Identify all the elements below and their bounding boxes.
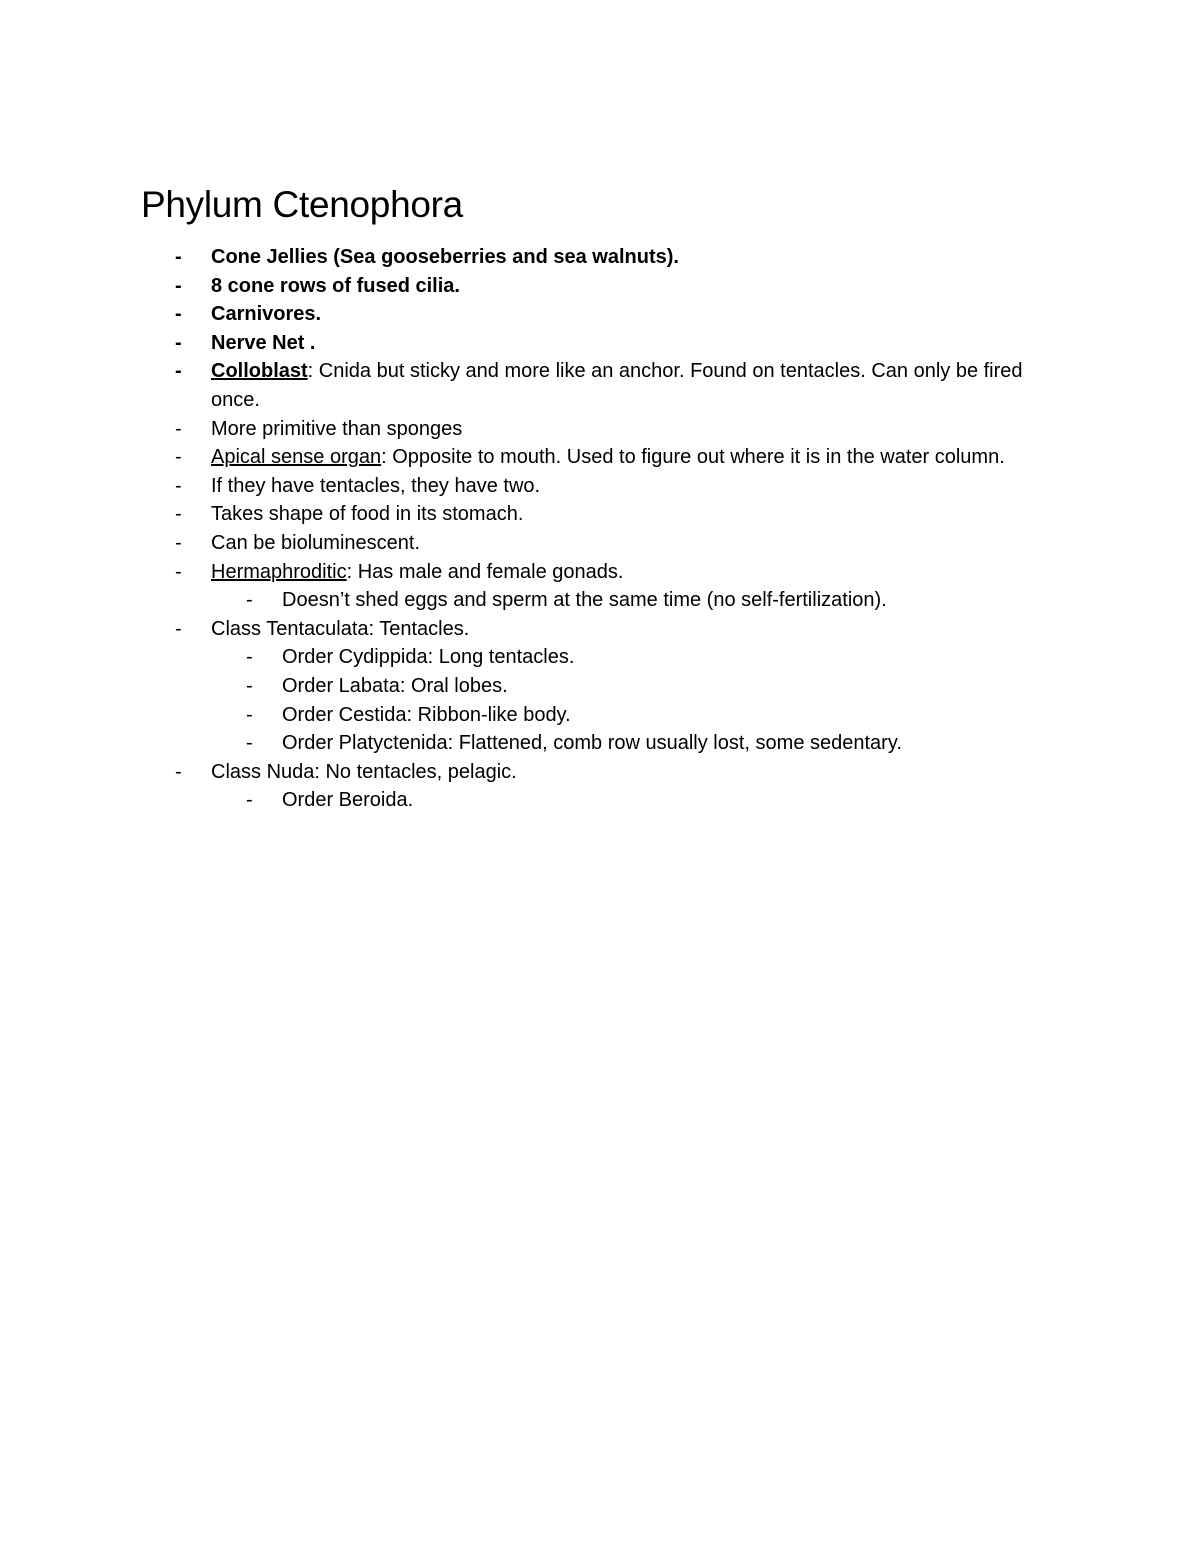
bullet-dash: - bbox=[175, 446, 182, 469]
page-title: Phylum Ctenophora bbox=[141, 184, 463, 225]
sub-list-item bbox=[246, 643, 1055, 672]
item-text: Doesn’t shed eggs and sperm at the same time (no self-fertilization). bbox=[282, 589, 887, 612]
bullet-dash: - bbox=[175, 303, 182, 326]
bullet-dash: - bbox=[175, 560, 182, 583]
item-text: : Opposite to mouth. Used to figure out where it is in the water column. bbox=[381, 446, 1005, 469]
bullet-dash: - bbox=[175, 331, 182, 354]
item-text: Carnivores. bbox=[211, 303, 322, 326]
bullet-dash: - bbox=[246, 732, 253, 755]
item-text: 8 cone rows of fused cilia. bbox=[211, 274, 460, 297]
list-item bbox=[175, 243, 1055, 272]
bullet-dash: - bbox=[175, 246, 182, 268]
list-item bbox=[175, 529, 1055, 558]
bullet-dash: - bbox=[175, 503, 182, 526]
bullet-dash: - bbox=[246, 674, 253, 697]
sub-list-item bbox=[246, 786, 1055, 815]
defined-term: Hermaphroditic bbox=[211, 560, 347, 583]
bullet-dash: - bbox=[175, 360, 182, 383]
item-text: Class Tentaculata: Tentacles. bbox=[211, 617, 470, 640]
item-text: If they have tentacles, they have two. bbox=[211, 474, 541, 497]
item-text: Nerve Net . bbox=[211, 331, 316, 354]
bullet-dash: - bbox=[175, 417, 182, 440]
bullet-dash: - bbox=[246, 789, 253, 812]
sub-list-item bbox=[246, 729, 1055, 758]
bullet-dash: - bbox=[175, 617, 182, 640]
item-text: More primitive than sponges bbox=[211, 417, 463, 440]
list-item bbox=[175, 615, 1055, 644]
item-text: Order Platyctenida: Flattened, comb row usually lost, some sedentary. bbox=[282, 732, 902, 755]
list-item bbox=[175, 415, 1055, 444]
sub-list-item bbox=[246, 586, 1055, 615]
list-item bbox=[175, 443, 1055, 472]
list-item bbox=[175, 500, 1055, 529]
list-item bbox=[175, 758, 1055, 787]
bullet-dash: - bbox=[175, 474, 182, 497]
list-item bbox=[175, 472, 1055, 501]
bullet-list bbox=[175, 243, 1055, 815]
bullet-dash: - bbox=[175, 760, 182, 783]
list-item bbox=[175, 300, 1055, 329]
item-text: : Has male and female gonads. bbox=[346, 560, 624, 583]
bullet-dash: - bbox=[175, 274, 182, 297]
item-text: Order Beroida. bbox=[282, 789, 414, 812]
item-text: Can be bioluminescent. bbox=[211, 531, 421, 554]
list-item bbox=[175, 357, 1055, 414]
sub-list-item bbox=[246, 672, 1055, 701]
item-text: Cone Jellies (Sea gooseberries and sea walnuts). bbox=[211, 246, 679, 268]
item-text: Order Labata: Oral lobes. bbox=[282, 674, 508, 697]
item-text: Takes shape of food in its stomach. bbox=[211, 503, 524, 526]
bullet-dash: - bbox=[246, 646, 253, 669]
bullet-dash: - bbox=[175, 531, 182, 554]
item-text: Order Cestida: Ribbon-like body. bbox=[282, 703, 571, 726]
defined-term: Colloblast bbox=[211, 360, 308, 383]
sub-list-item bbox=[246, 701, 1055, 730]
bullet-dash: - bbox=[246, 703, 253, 726]
item-text: : Cnida but sticky and more like an anchor. Found on tentacles. Can only be fired once. bbox=[211, 360, 1023, 411]
item-text: Class Nuda: No tentacles, pelagic. bbox=[211, 760, 517, 783]
bullet-dash: - bbox=[246, 589, 253, 612]
defined-term: Apical sense organ bbox=[211, 446, 382, 469]
list-item bbox=[175, 329, 1055, 358]
list-item bbox=[175, 272, 1055, 301]
list-item bbox=[175, 558, 1055, 587]
item-text: Order Cydippida: Long tentacles. bbox=[282, 646, 575, 669]
